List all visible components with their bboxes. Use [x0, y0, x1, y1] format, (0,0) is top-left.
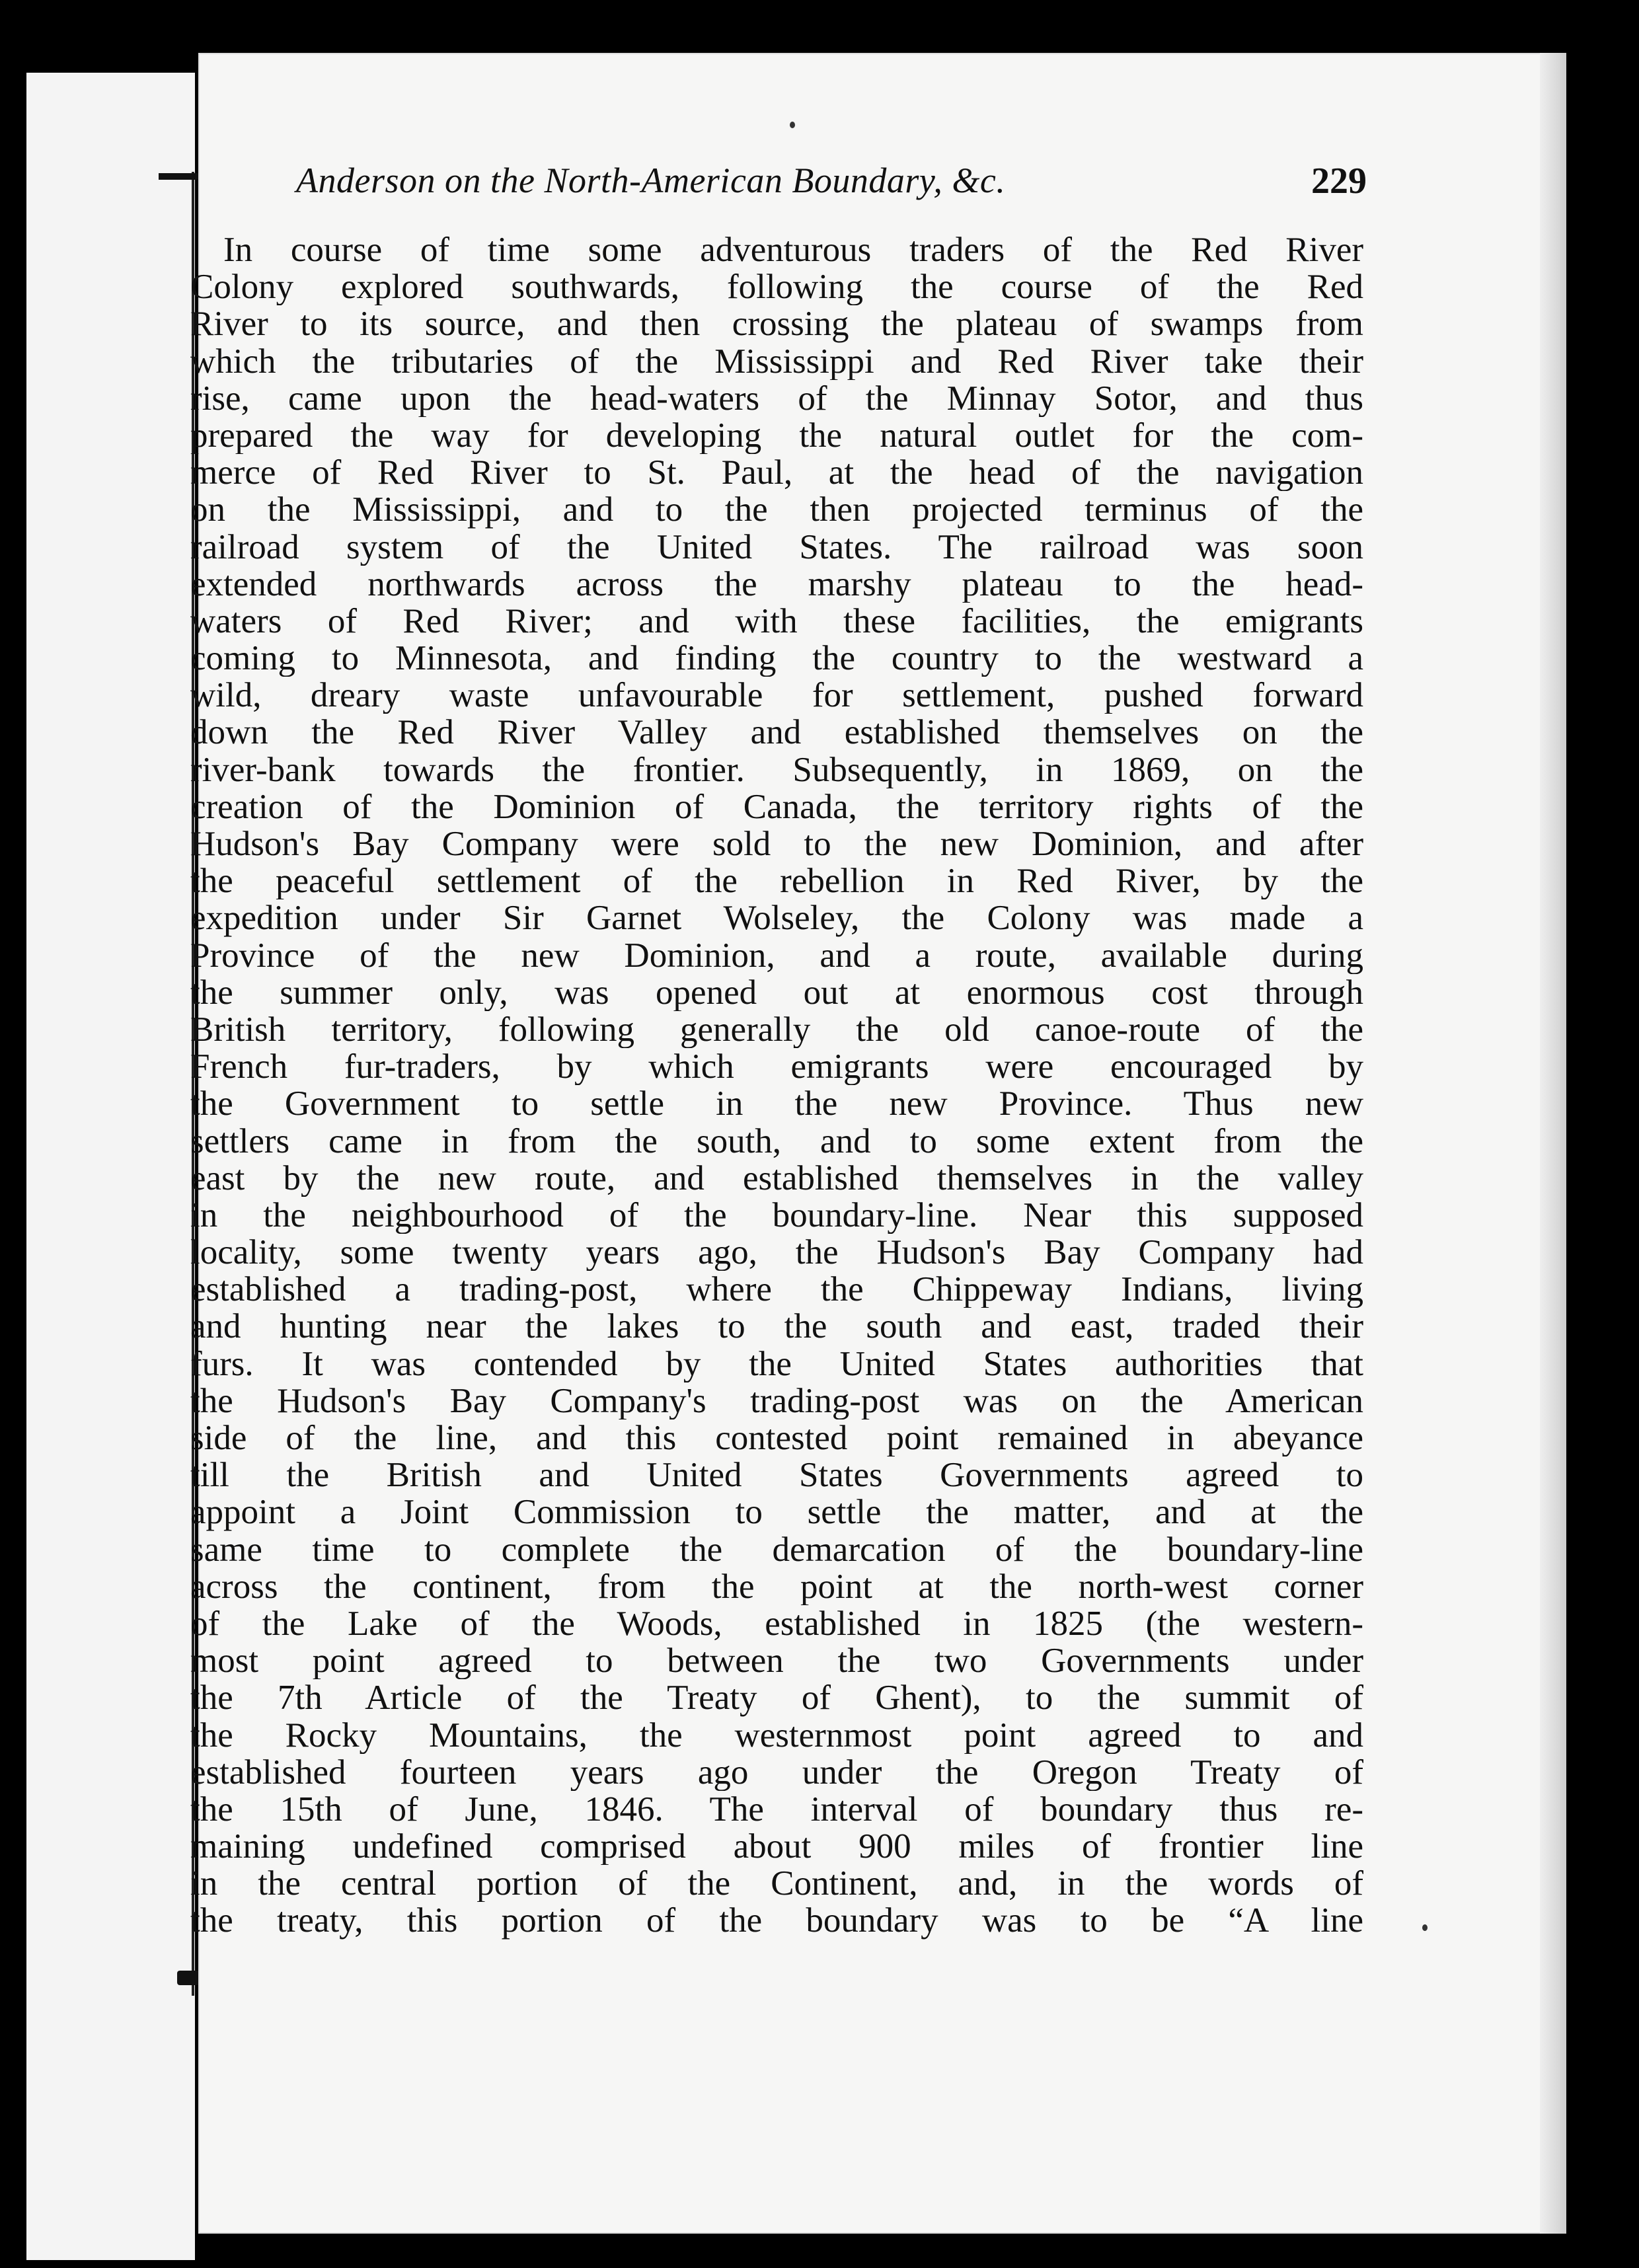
text-line: and hunting near the lakes to the south and east, traded their: [190, 1308, 1363, 1345]
text-line: same time to complete the demarcation of the boundary-line: [190, 1531, 1363, 1568]
text-line: In course of time some adventurous traders of the Red River: [223, 231, 1363, 269]
text-line: the Rocky Mountains, the westernmost point agreed to and: [190, 1716, 1363, 1754]
adjacent-page-edge: [26, 73, 195, 2260]
text-line: Colony explored southwards, following the course of the Red: [190, 268, 1363, 306]
text-line: the 15th of June, 1846. The interval of boundary thus re-: [190, 1790, 1363, 1829]
running-head: [296, 160, 1367, 213]
text-line: River to its source, and then crossing the plateau of swamps from: [190, 305, 1363, 343]
text-line: prepared the way for developing the natural outlet for the com-: [190, 416, 1363, 455]
running-head-title: Anderson on the North-American Boundary, &c.: [296, 161, 1006, 200]
text-line: in the central portion of the Continent, and, in the words of: [190, 1865, 1363, 1903]
text-line: Hudson's Bay Company were sold to the new Dominion, and after: [190, 825, 1363, 863]
page-edge-shadow: [1540, 53, 1566, 2234]
text-line: side of the line, and this contested point remained in abeyance: [190, 1419, 1363, 1457]
text-line: furs. It was contended by the United States authorities that: [190, 1345, 1363, 1382]
text-line: the Government to settle in the new Province. Thus new: [190, 1085, 1363, 1123]
text-line: the treaty, this portion of the boundary was to be “A line: [190, 1902, 1363, 1940]
text-line: waters of Red River; and with these facilities, the emigrants: [190, 602, 1363, 640]
text-line: the peaceful settlement of the rebellion in Red River, by the: [190, 862, 1363, 900]
text-line: in the neighbourhood of the boundary-line. Near this supposed: [190, 1196, 1363, 1234]
text-line: locality, some twenty years ago, the Hudson's Bay Company had: [190, 1234, 1363, 1271]
binding-mark-top: [159, 173, 201, 180]
text-line: rise, came upon the head-waters of the Minnay Sotor, and thus: [190, 379, 1363, 417]
text-line: wild, dreary waste unfavourable for settlement, pushed forward: [190, 677, 1363, 714]
text-line: the summer only, was opened out at enormous cost through: [190, 973, 1363, 1011]
printing-speck: [1422, 1924, 1428, 1931]
text-line: across the continent, from the point at the north-west corner: [190, 1568, 1363, 1605]
text-line: on the Mississippi, and to the then projected terminus of the: [190, 491, 1363, 529]
text-line: French fur-traders, by which emigrants were encouraged by: [190, 1048, 1363, 1086]
text-line: which the tributaries of the Mississippi and Red River take their: [190, 342, 1363, 380]
text-line: extended northwards across the marshy plateau to the head-: [190, 565, 1363, 603]
text-line: settlers came in from the south, and to some extent from the: [190, 1122, 1363, 1160]
text-line: coming to Minnesota, and finding the country to the westward a: [190, 640, 1363, 677]
text-line: down the Red River Valley and established themselves on the: [190, 714, 1363, 751]
text-line: appoint a Joint Commission to settle the matter, and at the: [190, 1493, 1363, 1531]
text-line: expedition under Sir Garnet Wolseley, the Colony was made a: [190, 899, 1363, 937]
body-paragraph: [190, 231, 1363, 1940]
text-line: river-bank towards the frontier. Subsequently, in 1869, on the: [190, 751, 1363, 788]
text-line: till the British and United States Governments agreed to: [190, 1456, 1363, 1494]
printing-speck: [790, 122, 795, 128]
text-line: most point agreed to between the two Governments under: [190, 1642, 1363, 1680]
text-line: railroad system of the United States. The railroad was soon: [190, 528, 1363, 566]
text-line: British territory, following generally the old canoe-route of the: [190, 1010, 1363, 1049]
page-number: 229: [1311, 161, 1367, 202]
text-line: of the Lake of the Woods, established in 1825 (the western-: [190, 1605, 1363, 1643]
text-line: Province of the new Dominion, and a route, available during: [190, 936, 1363, 974]
text-line: merce of Red River to St. Paul, at the head of the navigation: [190, 454, 1363, 492]
text-line: established fourteen years ago under the Oregon Treaty of: [190, 1753, 1363, 1791]
text-line: east by the new route, and established themselves in the valley: [190, 1159, 1363, 1197]
text-line: maining undefined comprised about 900 miles of frontier line: [190, 1828, 1363, 1866]
text-line: the Hudson's Bay Company's trading-post was on the American: [190, 1382, 1363, 1419]
text-line: established a trading-post, where the Chippeway Indians, living: [190, 1271, 1363, 1308]
text-line: the 7th Article of the Treaty of Ghent), to the summit of: [190, 1679, 1363, 1717]
text-line: creation of the Dominion of Canada, the territory rights of the: [190, 788, 1363, 825]
